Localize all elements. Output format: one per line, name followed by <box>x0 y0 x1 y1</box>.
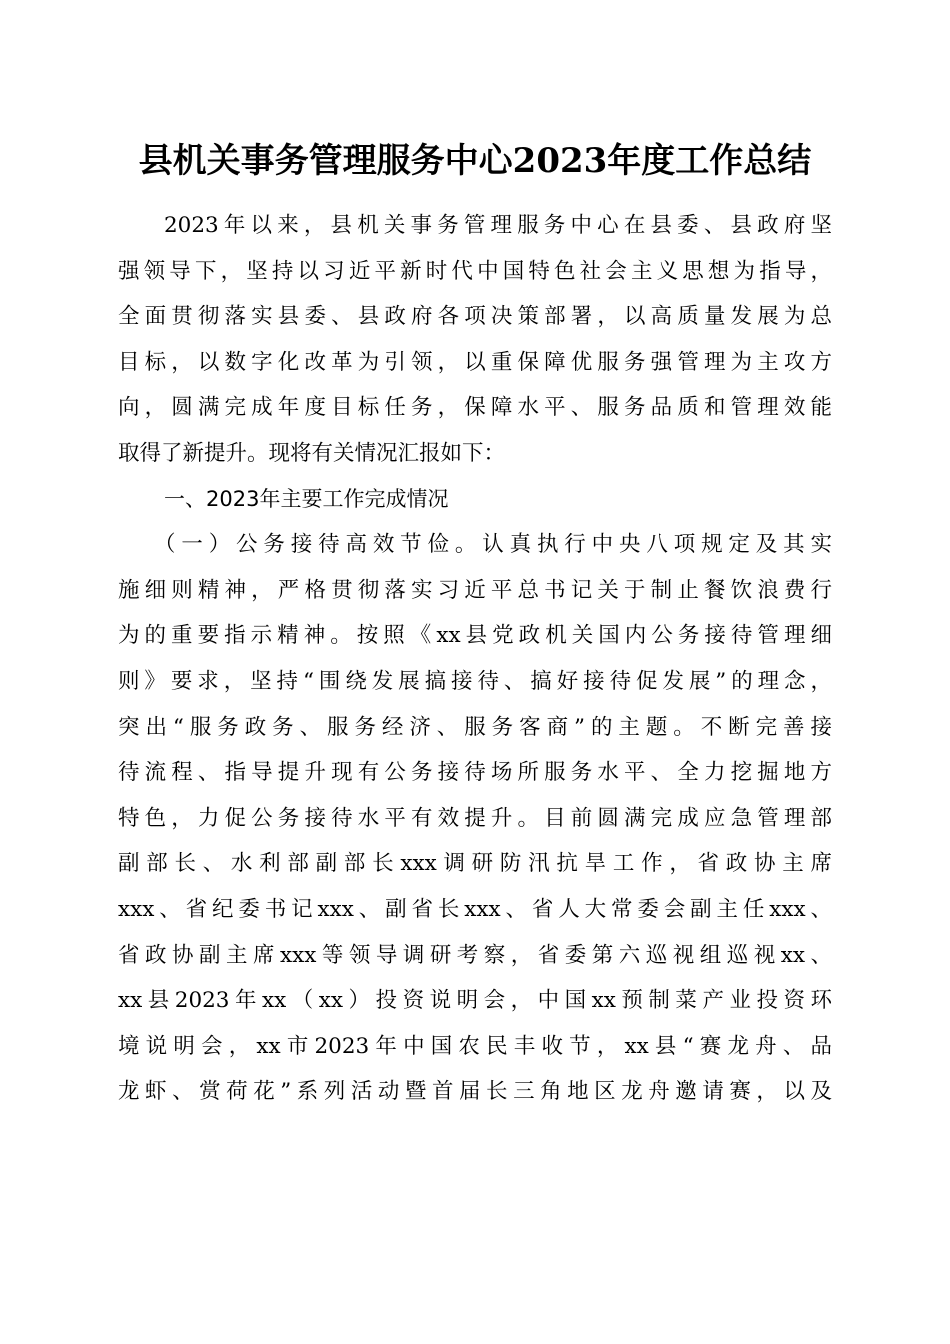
subsection-line: xx县2023年xx（xx）投资说明会，中国xx预制菜产业投资环 <box>118 988 832 1014</box>
subsection-line: 则》要求，坚持“围绕发展搞接待、搞好接待促发展”的理念， <box>118 668 832 694</box>
subsection-line: xxx、省纪委书记xxx、副省长xxx、省人大常委会副主任xxx、 <box>118 896 832 922</box>
document-body <box>118 203 832 1115</box>
subsection-line: 待流程、指导提升现有公务接待场所服务水平、全力挖掘地方 <box>118 760 832 786</box>
section-heading: 一、2023年主要工作完成情况 <box>164 486 449 511</box>
subsection-line: 龙虾、赏荷花”系列活动暨首届长三角地区龙舟邀请赛，以及 <box>118 1079 832 1105</box>
document-title: 县机关事务管理服务中心2023年度工作总结 <box>138 141 812 181</box>
intro-line: 强领导下，坚持以习近平新时代中国特色社会主义思想为指导， <box>118 258 832 284</box>
subsection-line: 境说明会，xx市2023年中国农民丰收节，xx县“赛龙舟、品 <box>118 1033 832 1059</box>
subsection-line: （一）公务接待高效节俭。认真执行中央八项规定及其实 <box>154 532 832 558</box>
intro-line: 目标，以数字化改革为引领，以重保障优服务强管理为主攻方 <box>118 349 832 375</box>
intro-line: 全面贯彻落实县委、县政府各项决策部署，以高质量发展为总 <box>118 304 832 330</box>
subsection-line: 突出“服务政务、服务经济、服务客商”的主题。不断完善接 <box>118 714 832 740</box>
subsection-line: 副部长、水利部副部长xxx调研防汛抗旱工作，省政协主席 <box>118 851 832 877</box>
subsection-line: 施细则精神，严格贯彻落实习近平总书记关于制止餐饮浪费行 <box>118 577 832 603</box>
subsection-line: 省政协副主席xxx等领导调研考察，省委第六巡视组巡视xx、 <box>118 942 832 968</box>
intro-line: 2023年以来，县机关事务管理服务中心在县委、县政府坚 <box>164 213 832 238</box>
intro-line: 取得了新提升。现将有关情况汇报如下： <box>118 440 506 466</box>
intro-line: 向，圆满完成年度目标任务，保障水平、服务品质和管理效能 <box>118 395 832 421</box>
subsection-line: 为的重要指示精神。按照《xx县党政机关国内公务接待管理细 <box>118 623 832 649</box>
subsection-line: 特色，力促公务接待水平有效提升。目前圆满完成应急管理部 <box>118 805 832 831</box>
